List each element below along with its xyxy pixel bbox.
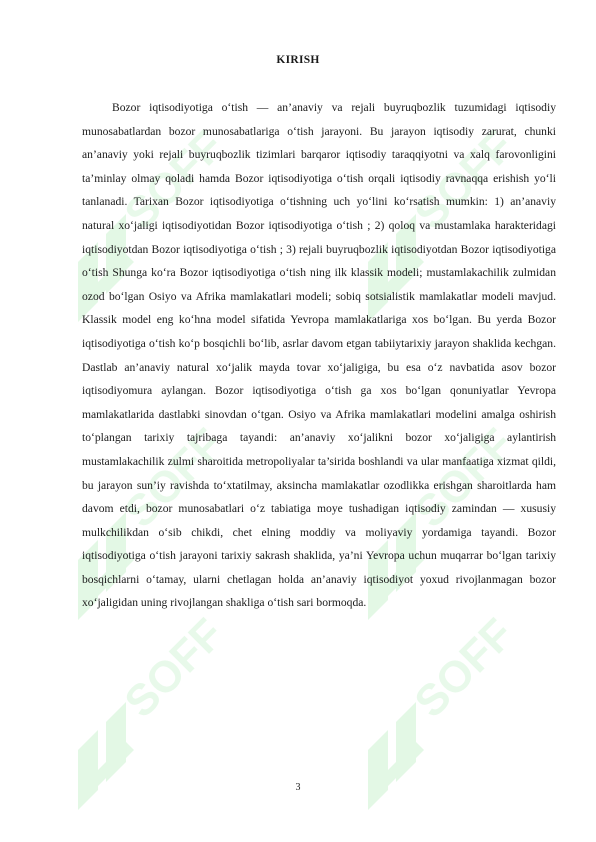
svg-text:SOFF: SOFF <box>115 609 234 728</box>
svg-text:SOFF: SOFF <box>405 419 524 538</box>
svg-text:SOFF: SOFF <box>405 121 524 240</box>
svg-text:SOFF: SOFF <box>115 419 234 538</box>
watermark-logo <box>48 600 248 810</box>
svg-text:SOFF: SOFF <box>405 609 524 728</box>
watermark-logo <box>338 600 538 810</box>
page-number: 3 <box>295 782 301 793</box>
body-paragraph: Bozor iqtisodiyotiga o‘tish — an’anaviy va rejali buyruqbozlik tuzumidagi iqtisodiy munosabatlardan bozor munosabatlariga o‘tish jarayoni. Bu jarayon iqtisodiy zarurat, chunki an’anaviy yoki rejali buyruqbozlik tizimlari barqaror iqtisodiy taraqqiyotni va xalq farovonligini ta’minlay olmay qoladi hamda Bozor iqtisodiyotiga o‘tish orqali iqtisodiy ravnaqqa erishish yo‘li tanlanadi. Tarixan Bozor iqtisodiyotiga o‘tishning uch yo‘lini ko‘rsatish mumkin: 1) an’anaviy natural xo‘jaligi iqtisodiyotidan Bozor iqtisodiyotiga o‘tish ; 2) qoloq va mustamlaka harakteridagi iqtisodiyotdan Bozor iqtisodiyotiga o‘tish ; 3) rejali buyruqbozlik iqtisodiyotdan Bozor iqtisodiyotiga o‘tish Shunga ko‘ra Bozor iqtisodiyotiga o‘tish ning ilk klassik modeli; mustamlakachilik zulmidan ozod bo‘lgan Osiyo va Afrika mamlakatlari modeli; sobiq sotsialistik mamlakatlar modeli mavjud. Klassik model eng ko‘hna model sifatida Yevropa mamlakatlariga xos bo‘lgan. Bu yerda Bozor iqtisodiyotiga o‘tish ko‘p bosqichli bo‘lib, asrlar davom etgan tabiiytarixiy jarayon shaklida kechgan. Dastlab an’anaviy natural xo‘jalik mayda tovar xo‘jaligiga, bu esa o‘z navbatida asov bozor iqtisodiyomura aylangan. Bozor iqtisodiyotiga o‘tish ga xos bo‘lgan qonuniyatlar Yevropa mamlakatlarida dastlabki sinovdan o‘tgan. Osiyo va Afrika mamlakatlari modelini amalga oshirish to‘plangan tarixiy tajribaga tayandi: an’anaviy xo‘jalikni bozor xo‘jaligiga aylantirish mustamlakachilik zulmi sharoitida metropoliyalar ta’sirida boshlandi va ular manfaatiga xizmat qildi, bu jarayon sun’iy ravishda to‘xtatilmay, aksincha mamlakatlar ozodlikka erishgan sharoitlarda ham davom etdi, bozor munosabatlari o‘z tabiatiga moye tushadigan iqtisodiy zamindan — xususiy mulkchilikdan o‘sib chikdi, chet elning moddiy va moliyaviy yordamiga tayandi. Bozor iqtisodiyotiga o‘tish jarayoni tarixiy sakrash shaklida, ya’ni Yevropa uchun muqarrar bo‘lgan tarixiy bosqichlarni o‘tamay, ularni chetlagan holda an’anaviy iqtisodiyot yoxud rivojlanmagan bozor xo‘jaligidan uning rivojlangan shakliga o‘tish sari bormoqda. <box>82 101 556 610</box>
page-title: KIRISH <box>276 54 320 66</box>
watermark-text: SOFF <box>115 121 234 240</box>
